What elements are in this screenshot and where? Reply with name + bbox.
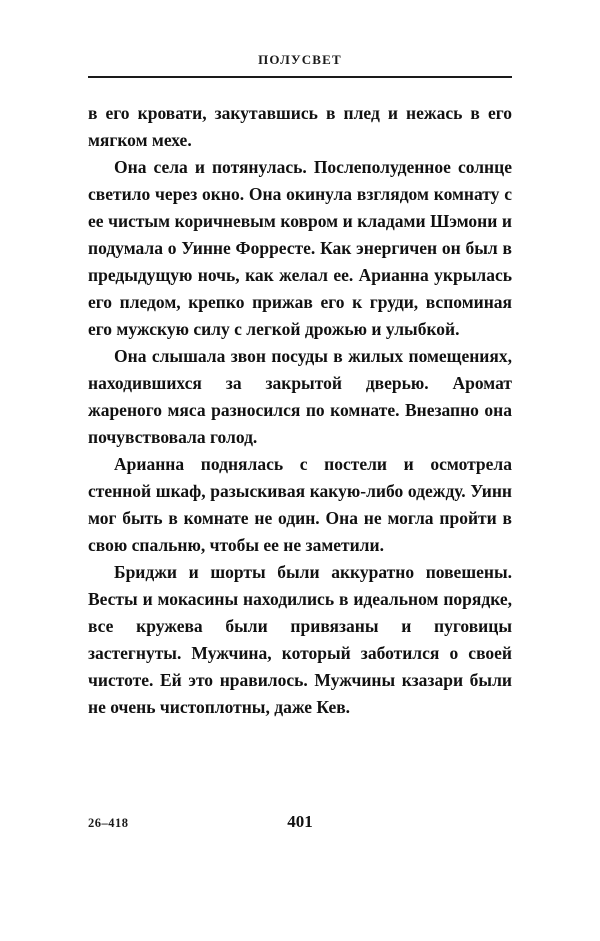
body-text: [88, 100, 512, 721]
paragraph-3: Она слышала звон посуды в жилых помещениях, находившихся за закрытой дверью. Аромат жареного мяса разносился по комнате. Внезапно она почувствовала голод.: [88, 346, 512, 447]
page-number: 401: [287, 812, 313, 831]
page-footer: [88, 812, 512, 834]
paragraph-1: в его кровати, закутавшись в плед и нежась в его мягком мехе.: [88, 103, 512, 150]
running-head: ПОЛУСВЕТ: [258, 52, 342, 67]
paragraph-2: Она села и потянулась. Послеполуденное солнце светило через окно. Она окинула взглядом комнату с ее чистым коричневым ковром и кладами Шэмони и подумала о Уинне Форресте. Как энергичен он был в предыдущую ночь, как желал ее. Арианна укрылась его пледом, крепко прижав его к груди, вспоминая его мужскую силу с легкой дрожью и улыбкой.: [88, 157, 512, 339]
header-rule: [88, 76, 512, 78]
paragraph-4: Арианна поднялась с постели и осмотрела стенной шкаф, разыскивая какую-либо одежду. Уинн мог быть в комнате не один. Она не могла пройти в свою спальню, чтобы ее не заметили.: [88, 454, 512, 555]
paragraph-5: Бриджи и шорты были аккуратно повешены. Весты и мокасины находились в идеальном порядке, все кружева были привязаны и пуговицы застегнуты. Мужчина, который заботился о своей чистоте. Ей это нравилось. Мужчины кзазари были не очень чистоплотны, даже Кев.: [88, 562, 512, 717]
page-content: [88, 52, 512, 721]
signature-mark: 26–418: [88, 816, 129, 830]
